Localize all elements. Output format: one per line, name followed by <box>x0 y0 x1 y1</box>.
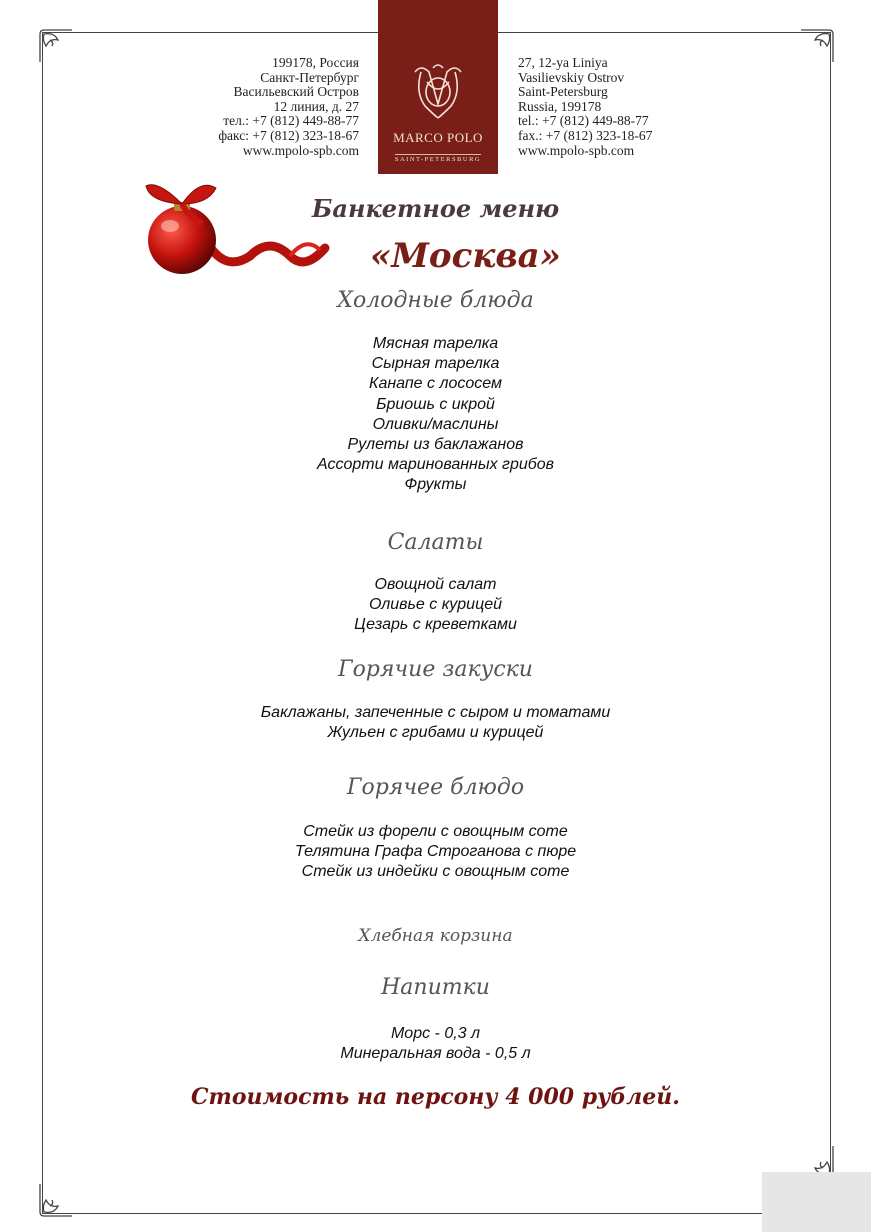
address-line: факс: +7 (812) 323-18-67 <box>218 127 359 143</box>
section-title-bread: Хлебная корзина <box>358 926 513 946</box>
corner-ornament-icon <box>797 26 837 66</box>
list-item: Стейк из индейки с овощным соте <box>301 863 570 881</box>
list-item: Оливье с курицей <box>368 596 503 614</box>
address-line: 199178, Россия <box>272 55 359 70</box>
section-title-hot-dish: Горячее блюдо <box>346 775 525 800</box>
address-line: www.mpolo-spb.com <box>242 142 359 158</box>
section-title-cold: Холодные блюда <box>337 288 534 313</box>
menu-title: Банкетное меню <box>311 194 560 223</box>
list-item: Телятина Графа Строганова с пюре <box>294 843 577 861</box>
address-line: 27, 12-ya Liniya <box>518 55 608 70</box>
address-line: fax.: +7 (812) 323-18-67 <box>518 127 653 143</box>
corner-ornament-icon <box>36 1180 76 1220</box>
list-item: Мясная тарелка <box>372 335 499 352</box>
address-line: tel.: +7 (812) 449-88-77 <box>518 113 649 129</box>
list-item: Сырная тарелка <box>371 355 500 373</box>
price-line: Стоимость на персону 4 000 рублей. <box>191 1084 680 1110</box>
list-item: Оливки/маслины <box>372 415 499 433</box>
section-title-drinks: Напитки <box>381 975 490 1000</box>
list-item: Морс - 0,3 л <box>390 1025 481 1042</box>
address-ru <box>218 56 359 158</box>
address-line: Vasilievskiy Ostrov <box>518 69 625 85</box>
address-line: Санкт-Петербург <box>260 69 359 85</box>
list-item: Фрукты <box>404 476 467 494</box>
address-line: www.mpolo-spb.com <box>518 142 635 158</box>
list-item: Ассорти маринованных грибов <box>317 456 554 474</box>
address-en <box>518 56 652 158</box>
address-line: 12 линия, д. 27 <box>273 98 359 114</box>
section-items-salads <box>0 575 871 636</box>
list-item: Овощной салат <box>374 576 497 593</box>
address-line: тел.: +7 (812) 449-88-77 <box>223 113 359 129</box>
section-items-hot-appetizers <box>0 703 871 743</box>
frame-bottom <box>42 1213 762 1214</box>
section-items-drinks <box>0 1024 871 1064</box>
list-item: Минеральная вода - 0,5 л <box>340 1045 531 1063</box>
corner-ornament-icon <box>36 26 76 66</box>
list-item: Рулеты из баклажанов <box>347 436 524 454</box>
address-line: Russia, 199178 <box>518 98 602 114</box>
section-title-hot-appetizers: Горячие закуски <box>338 657 533 682</box>
list-item: Жульен с грибами и курицей <box>327 724 544 742</box>
monogram-icon <box>407 62 469 124</box>
address-line: Васильевский Остров <box>233 84 359 100</box>
section-items-hot-dish <box>0 822 871 883</box>
marco-polo-logo <box>378 0 498 174</box>
menu-name: «Москва» <box>370 236 561 276</box>
logo-name: MARCO POLO <box>393 130 483 145</box>
list-item: Канапе с лососем <box>369 375 502 393</box>
address-line: Saint-Petersburg <box>518 84 608 100</box>
list-item: Стейк из форели с овощным соте <box>303 823 568 840</box>
list-item: Баклажаны, запеченные с сыром и томатами <box>260 704 611 721</box>
section-title-salads: Салаты <box>387 530 484 555</box>
logo-subtitle: SAINT-PETERSBURG <box>394 156 482 163</box>
section-items-cold <box>0 334 871 496</box>
list-item: Бриошь с икрой <box>376 395 495 413</box>
gray-overlay <box>762 1172 871 1232</box>
list-item: Цезарь с креветками <box>354 616 517 634</box>
